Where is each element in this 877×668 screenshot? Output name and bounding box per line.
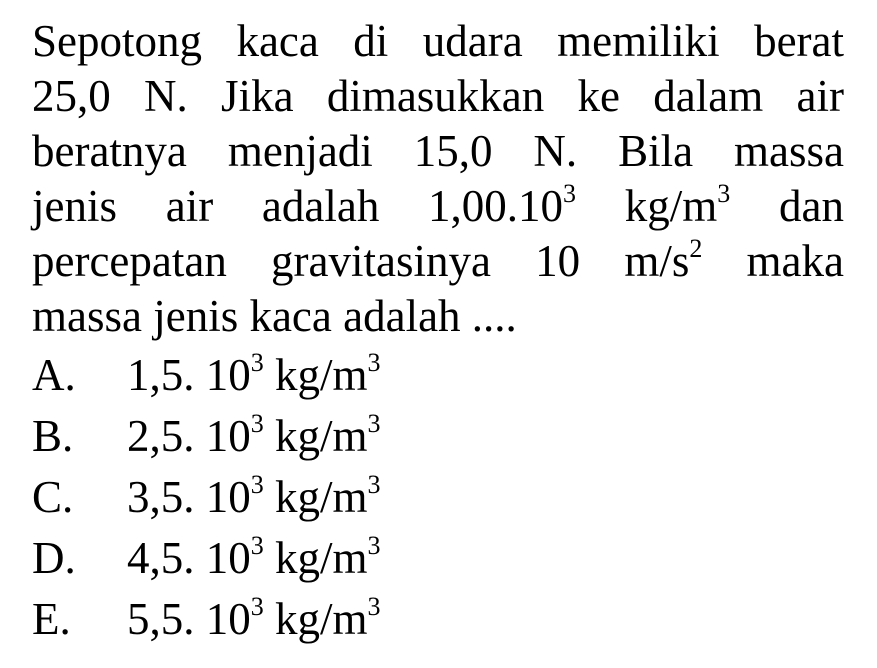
option-value bbox=[127, 589, 381, 650]
option-unit-exponent: 3 bbox=[367, 531, 381, 560]
option-value bbox=[127, 467, 381, 528]
option-coefficient: 1,5. 10 bbox=[127, 350, 251, 400]
word-jenis: jenis bbox=[32, 181, 117, 231]
water-density-base: 1,00.10 bbox=[428, 181, 564, 231]
question-line-4 bbox=[32, 179, 844, 234]
answer-options bbox=[32, 345, 381, 650]
option-letter: D. bbox=[32, 533, 76, 583]
option-unit: kg/m bbox=[263, 533, 368, 583]
option-unit: kg/m bbox=[263, 411, 368, 461]
option-unit: kg/m bbox=[263, 350, 368, 400]
option-letter: C. bbox=[32, 472, 74, 522]
word-dan: dan bbox=[779, 181, 844, 231]
word-adalah: adalah bbox=[261, 181, 380, 231]
question-line-6: massa jenis kaca adalah .... bbox=[32, 291, 517, 341]
word-air: air bbox=[165, 181, 214, 231]
water-density-value bbox=[428, 179, 576, 234]
option-letter: B. bbox=[32, 411, 74, 461]
question-line-2: 25,0 N. Jika dimasukkan ke dalam air bbox=[32, 71, 844, 121]
option-d[interactable] bbox=[32, 528, 381, 589]
option-letter: A. bbox=[32, 350, 76, 400]
option-coefficient: 4,5. 10 bbox=[127, 533, 251, 583]
question-line-1: Sepotong kaca di udara memiliki berat bbox=[32, 16, 844, 66]
water-density-exponent: 3 bbox=[563, 179, 577, 208]
gravity-value: 10 m/s bbox=[535, 236, 690, 286]
option-coefficient: 2,5. 10 bbox=[127, 411, 251, 461]
option-exponent: 3 bbox=[250, 348, 264, 377]
water-density-unit-text: kg/m bbox=[624, 181, 718, 231]
water-density-unit bbox=[625, 179, 731, 234]
water-density-unit-exponent: 3 bbox=[717, 179, 731, 208]
option-value bbox=[127, 528, 381, 589]
option-b[interactable] bbox=[32, 406, 381, 467]
gravity-outro: maka bbox=[702, 236, 844, 286]
option-exponent: 3 bbox=[250, 531, 264, 560]
option-exponent: 3 bbox=[250, 409, 264, 438]
option-exponent: 3 bbox=[250, 592, 264, 621]
option-value bbox=[127, 345, 381, 406]
gravity-exponent: 2 bbox=[689, 234, 703, 263]
question-text bbox=[32, 14, 844, 344]
option-unit-exponent: 3 bbox=[367, 409, 381, 438]
option-unit-exponent: 3 bbox=[367, 470, 381, 499]
option-exponent: 3 bbox=[250, 470, 264, 499]
gravity-intro: percepatan gravitasinya bbox=[32, 236, 536, 286]
option-e[interactable] bbox=[32, 589, 381, 650]
question-line-3: beratnya menjadi 15,0 N. Bila massa bbox=[32, 126, 844, 176]
option-c[interactable] bbox=[32, 467, 381, 528]
option-unit-exponent: 3 bbox=[367, 348, 381, 377]
option-coefficient: 5,5. 10 bbox=[127, 594, 251, 644]
option-value bbox=[127, 406, 381, 467]
option-unit: kg/m bbox=[263, 594, 368, 644]
option-a[interactable] bbox=[32, 345, 381, 406]
option-coefficient: 3,5. 10 bbox=[127, 472, 251, 522]
option-unit-exponent: 3 bbox=[367, 592, 381, 621]
option-unit: kg/m bbox=[263, 472, 368, 522]
question-line-5 bbox=[32, 234, 844, 289]
option-letter: E. bbox=[32, 594, 71, 644]
